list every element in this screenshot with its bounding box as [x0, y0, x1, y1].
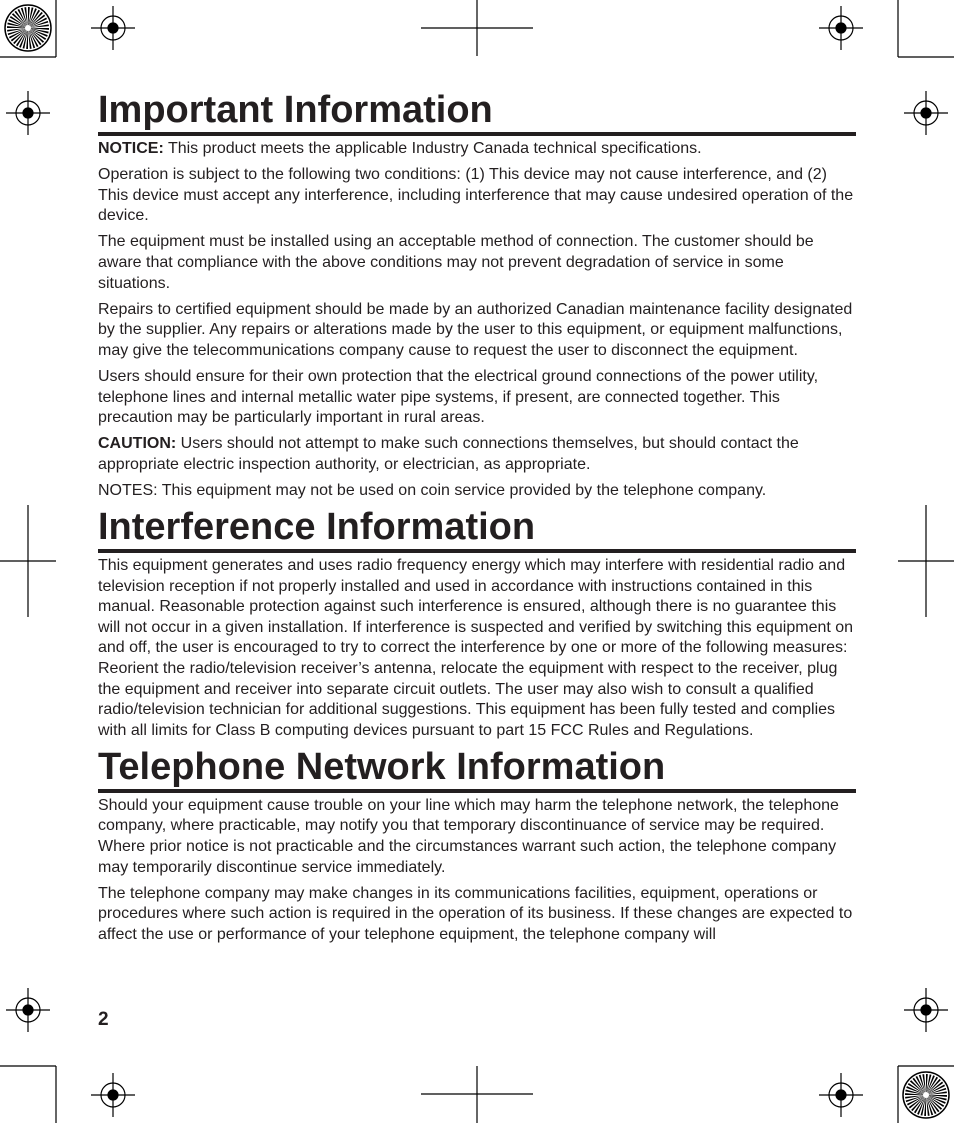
registration-target-icon	[819, 6, 863, 50]
crop-mark-icon	[898, 0, 954, 57]
registration-target-icon	[91, 6, 135, 50]
registration-target-icon	[904, 91, 948, 135]
paragraph-text: Users should not attempt to make such connections themselves, but should contact the appropriate electric inspection authority, or electrician, as appropriate.	[98, 435, 799, 473]
section-interference-information	[98, 507, 858, 741]
registration-target-icon	[6, 91, 50, 135]
paragraph	[98, 367, 858, 429]
paragraph	[98, 796, 858, 878]
paragraph-lead: NOTICE:	[98, 140, 164, 157]
paragraph	[98, 165, 858, 227]
section-important-information	[98, 90, 858, 502]
page-number: 2	[98, 1009, 109, 1030]
section-title: Important Information	[98, 90, 856, 136]
crop-mark-icon	[421, 0, 533, 56]
paragraph-text: The telephone company may make changes in its communications facilities, equipment, operations or procedures where such action is required in the operation of its business. If these changes are expected to affect the use or performance of your telephone equipment, the telephone company will	[98, 884, 853, 943]
starburst-target-icon	[903, 1072, 949, 1118]
paragraph-lead: CAUTION:	[98, 435, 177, 453]
paragraph	[98, 481, 858, 502]
section-title: Interference Information	[98, 507, 856, 553]
paragraph-text: The equipment must be installed using an acceptable method of connection. The customer should be aware that compliance with the above conditions may not prevent degradation of service in some situations.	[98, 233, 814, 292]
registration-target-icon	[6, 988, 50, 1032]
paragraph	[98, 884, 858, 946]
crop-mark-icon	[421, 1066, 533, 1123]
registration-target-icon	[819, 1073, 863, 1117]
crop-mark-icon	[0, 0, 56, 57]
paragraph	[98, 232, 858, 294]
starburst-target-icon	[5, 5, 51, 51]
paragraph-text: This product meets the applicable Industry Canada technical specifications.	[163, 140, 702, 157]
paragraph	[98, 434, 858, 475]
paragraph-text: Repairs to certified equipment should be made by an authorized Canadian maintenance facility designated by the supplier. Any repairs or alterations made by the user to this equipment, or equipment malfunctions, may give the telecommunications company cause to request the user to disconnect the equipment.	[98, 300, 853, 359]
paragraph	[98, 139, 858, 160]
paragraph-text: Users should ensure for their own protection that the electrical ground connections of the power utility, telephone lines and internal metallic water pipe systems, if present, are connected together. This precaution may be particularly important in rural areas.	[98, 367, 819, 427]
registration-target-icon	[904, 988, 948, 1032]
paragraph-text: Should your equipment cause trouble on your line which may harm the telephone network, the telephone company, where practicable, may notify you that temporary discontinuance of service may be required. Where prior notice is not practicable and the circumstances warrant such action, the telephone company may temporarily discontinue service immediately.	[98, 796, 839, 876]
paragraph	[98, 556, 858, 741]
crop-mark-icon	[0, 1066, 56, 1123]
document-body	[98, 90, 858, 951]
paragraph-text: NOTES: This equipment may not be used on coin service provided by the telephone company.	[98, 481, 767, 499]
registration-target-icon	[91, 1073, 135, 1117]
section-telephone-network-information	[98, 747, 858, 946]
paragraph-text: This equipment generates and uses radio frequency energy which may interfere with residential radio and television reception if not properly installed and used in accordance with instructions contained in this manual. Reasonable protection against such interference is ensured, although there is no guarantee this will not occur in a given installation. If interference is suspected and verified by switching this equipment on and off, the user is encouraged to try to correct the interference by one or more of the following measures: Reorient the radio/television receiver’s antenna, relocate the equipment with respect to the receiver, plug the equipment and receiver into separate circuit outlets. The user may also wish to consult a qualified radio/television technician for additional suggestions. This equipment has been fully tested and complies with all limits for Class B computing devices pursuant to part 15 FCC Rules and Regulations.	[98, 557, 854, 739]
crop-mark-icon	[898, 1066, 954, 1123]
section-title: Telephone Network Information	[98, 747, 856, 793]
crop-mark-icon	[898, 505, 954, 617]
paragraph	[98, 300, 858, 362]
paragraph-text: Operation is subject to the following two conditions: (1) This device may not cause interference, and (2) This device must accept any interference, including interference that may cause undesired operation of the device.	[98, 166, 854, 225]
crop-mark-icon	[0, 505, 56, 617]
